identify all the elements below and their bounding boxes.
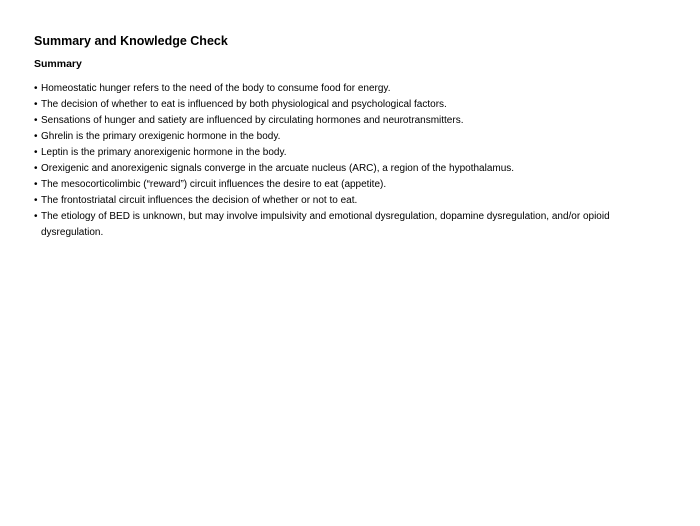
bullet-icon: •	[34, 163, 38, 174]
section-heading: Summary	[34, 58, 82, 70]
list-item-text: Sensations of hunger and satiety are influenced by circulating hormones and neurotransmitters.	[41, 115, 464, 126]
list-item	[34, 145, 634, 161]
list-item-text: Leptin is the primary anorexigenic hormone in the body.	[41, 147, 287, 158]
list-item	[34, 113, 634, 129]
list-item-text: The frontostriatal circuit influences the decision of whether or not to eat.	[41, 195, 358, 206]
list-item-text: The mesocorticolimbic (“reward”) circuit influences the desire to eat (appetite).	[41, 179, 387, 190]
list-item	[34, 129, 634, 145]
bullet-icon: •	[34, 99, 38, 110]
bullet-icon: •	[34, 131, 38, 142]
list-item	[34, 177, 634, 193]
bullet-icon: •	[34, 115, 38, 126]
list-item	[34, 161, 634, 177]
list-item	[34, 97, 634, 113]
page-title: Summary and Knowledge Check	[34, 34, 228, 48]
bullet-icon: •	[34, 211, 38, 222]
list-item-text: The etiology of BED is unknown, but may involve impulsivity and emotional dysregulation, dopamine dysregulation, and/or opioid dysregulation.	[41, 211, 610, 238]
list-item	[34, 193, 634, 209]
bullet-icon: •	[34, 195, 38, 206]
bullet-icon: •	[34, 147, 38, 158]
list-item	[34, 81, 634, 97]
summary-bullet-list	[34, 81, 634, 241]
bullet-icon: •	[34, 179, 38, 190]
bullet-icon: •	[34, 83, 38, 94]
list-item-text: Ghrelin is the primary orexigenic hormone in the body.	[41, 131, 281, 142]
list-item-text: The decision of whether to eat is influenced by both physiological and psychological factors.	[41, 99, 447, 110]
list-item	[34, 209, 634, 241]
list-item-text: Homeostatic hunger refers to the need of the body to consume food for energy.	[41, 83, 391, 94]
list-item-text: Orexigenic and anorexigenic signals converge in the arcuate nucleus (ARC), a region of the hypothalamus.	[41, 163, 515, 174]
